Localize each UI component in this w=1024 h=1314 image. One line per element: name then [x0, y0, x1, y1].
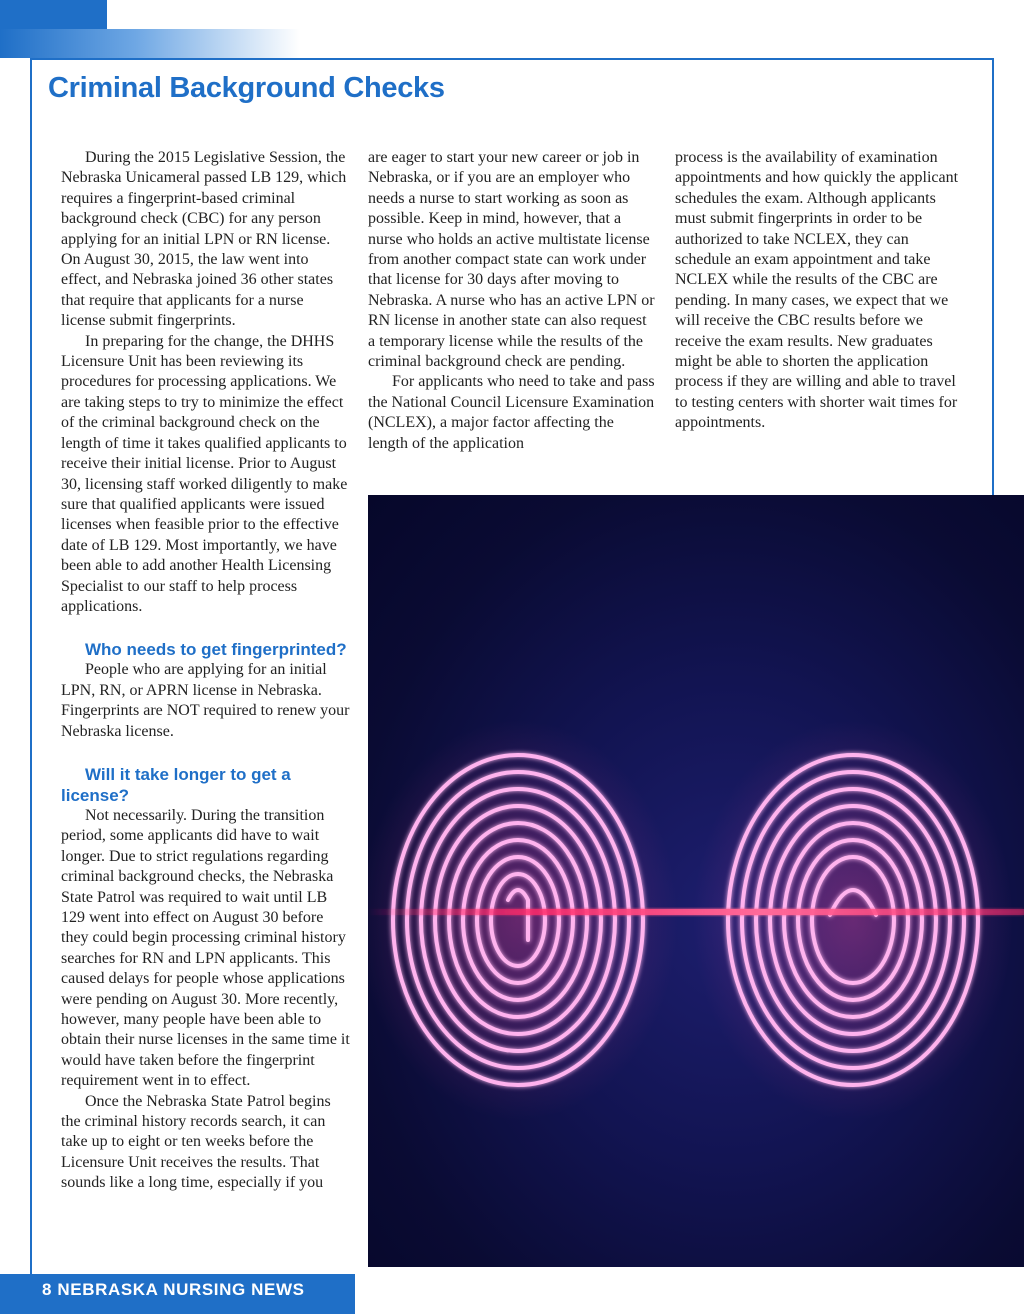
fingerprint-scan-image [368, 495, 1024, 1267]
article-column-2 [368, 148, 656, 454]
paragraph: Not necessarily. During the transition period, some applicants did have to wait longer. Due to strict regulations regarding criminal background checks, the Nebraska State Patrol was required to wait until LB 129 went into effect on August 30 before they could begin processing criminal history searches for RN and LPN applicants. This caused delays for people whose applications were pending on August 30. More recently, however, many people have been able to obtain their nurse licenses in the same time it would have taken before the fingerprint requirement went in to effect. [61, 806, 350, 1090]
fingerprint-illustration [368, 495, 1024, 1267]
paragraph: Once the Nebraska State Patrol begins the criminal history records search, it can take up to eight or ten weeks before the Licensure Unit receives the results. That sounds like a long time, especially if you [61, 1092, 331, 1192]
article-column-1 [61, 148, 351, 1194]
subheading-who-needs-fingerprints: Who needs to get fingerprinted? [85, 640, 347, 660]
scan-line [368, 909, 1024, 915]
paragraph: process is the availability of examination appointments and how quickly the applicant schedules the exam. Although applicants must submit fingerprints in order to be authorized to take NCLEX, they can schedule an exam appointment and take NCLEX while the results of the CBC are pending. In many cases, we expect that we will receive the CBC results before we receive the exam results. New graduates might be able to shorten the application process if they are willing and able to travel to testing centers with shorter wait times for appointments. [675, 149, 959, 432]
frame-top-rule [30, 58, 994, 60]
paragraph: are eager to start your new career or job in Nebraska, or if you are an employer who needs a nurse to start working as soon as possible. Keep in mind, however, that a nurse who holds an active multistate license from another compact state can work under that license for 30 days after moving to Nebraska. A nurse who has an active LPN or RN license in another state can also request a temporary license while the results of the criminal background check are pending. [368, 149, 655, 371]
paragraph: For applicants who need to take and pass the National Council Licensure Examination (NCLEX), a major factor affecting the length of the application [368, 373, 655, 452]
paragraph: People who are applying for an initial LPN, RN, or APRN license in Nebraska. Fingerprints are NOT required to renew your Nebraska license. [61, 661, 350, 740]
paragraph: During the 2015 Legislative Session, the Nebraska Unicameral passed LB 129, which requires a fingerprint-based criminal background check (CBC) for any person applying for an initial LPN or RN license. On August 30, 2015, the law went into effect, and Nebraska joined 36 other states that require that applicants for a nurse license submit fingerprints. [61, 149, 347, 330]
paragraph: In preparing for the change, the DHHS Licensure Unit has been reviewing its procedures for processing applications. We are taking steps to try to minimize the effect of the criminal background check on the length of time it takes qualified applicants to receive their initial license. Prior to August 30, licensing staff worked diligently to make sure that qualified applicants were issued licenses when feasible prior to the effective date of LB 129. Most importantly, we have been able to add another Health Licensing Specialist to our staff to help process applications. [61, 332, 348, 615]
page-title: Criminal Background Checks [48, 72, 445, 104]
frame-right-rule [992, 58, 994, 498]
footer-page-label: 8 NEBRASKA NURSING NEWS [42, 1280, 305, 1299]
subheading-will-it-take-longer: Will it take longer to get a license? [61, 764, 291, 805]
frame-left-rule [30, 58, 32, 1274]
article-column-3 [675, 148, 967, 434]
header-gradient-band [0, 29, 300, 58]
